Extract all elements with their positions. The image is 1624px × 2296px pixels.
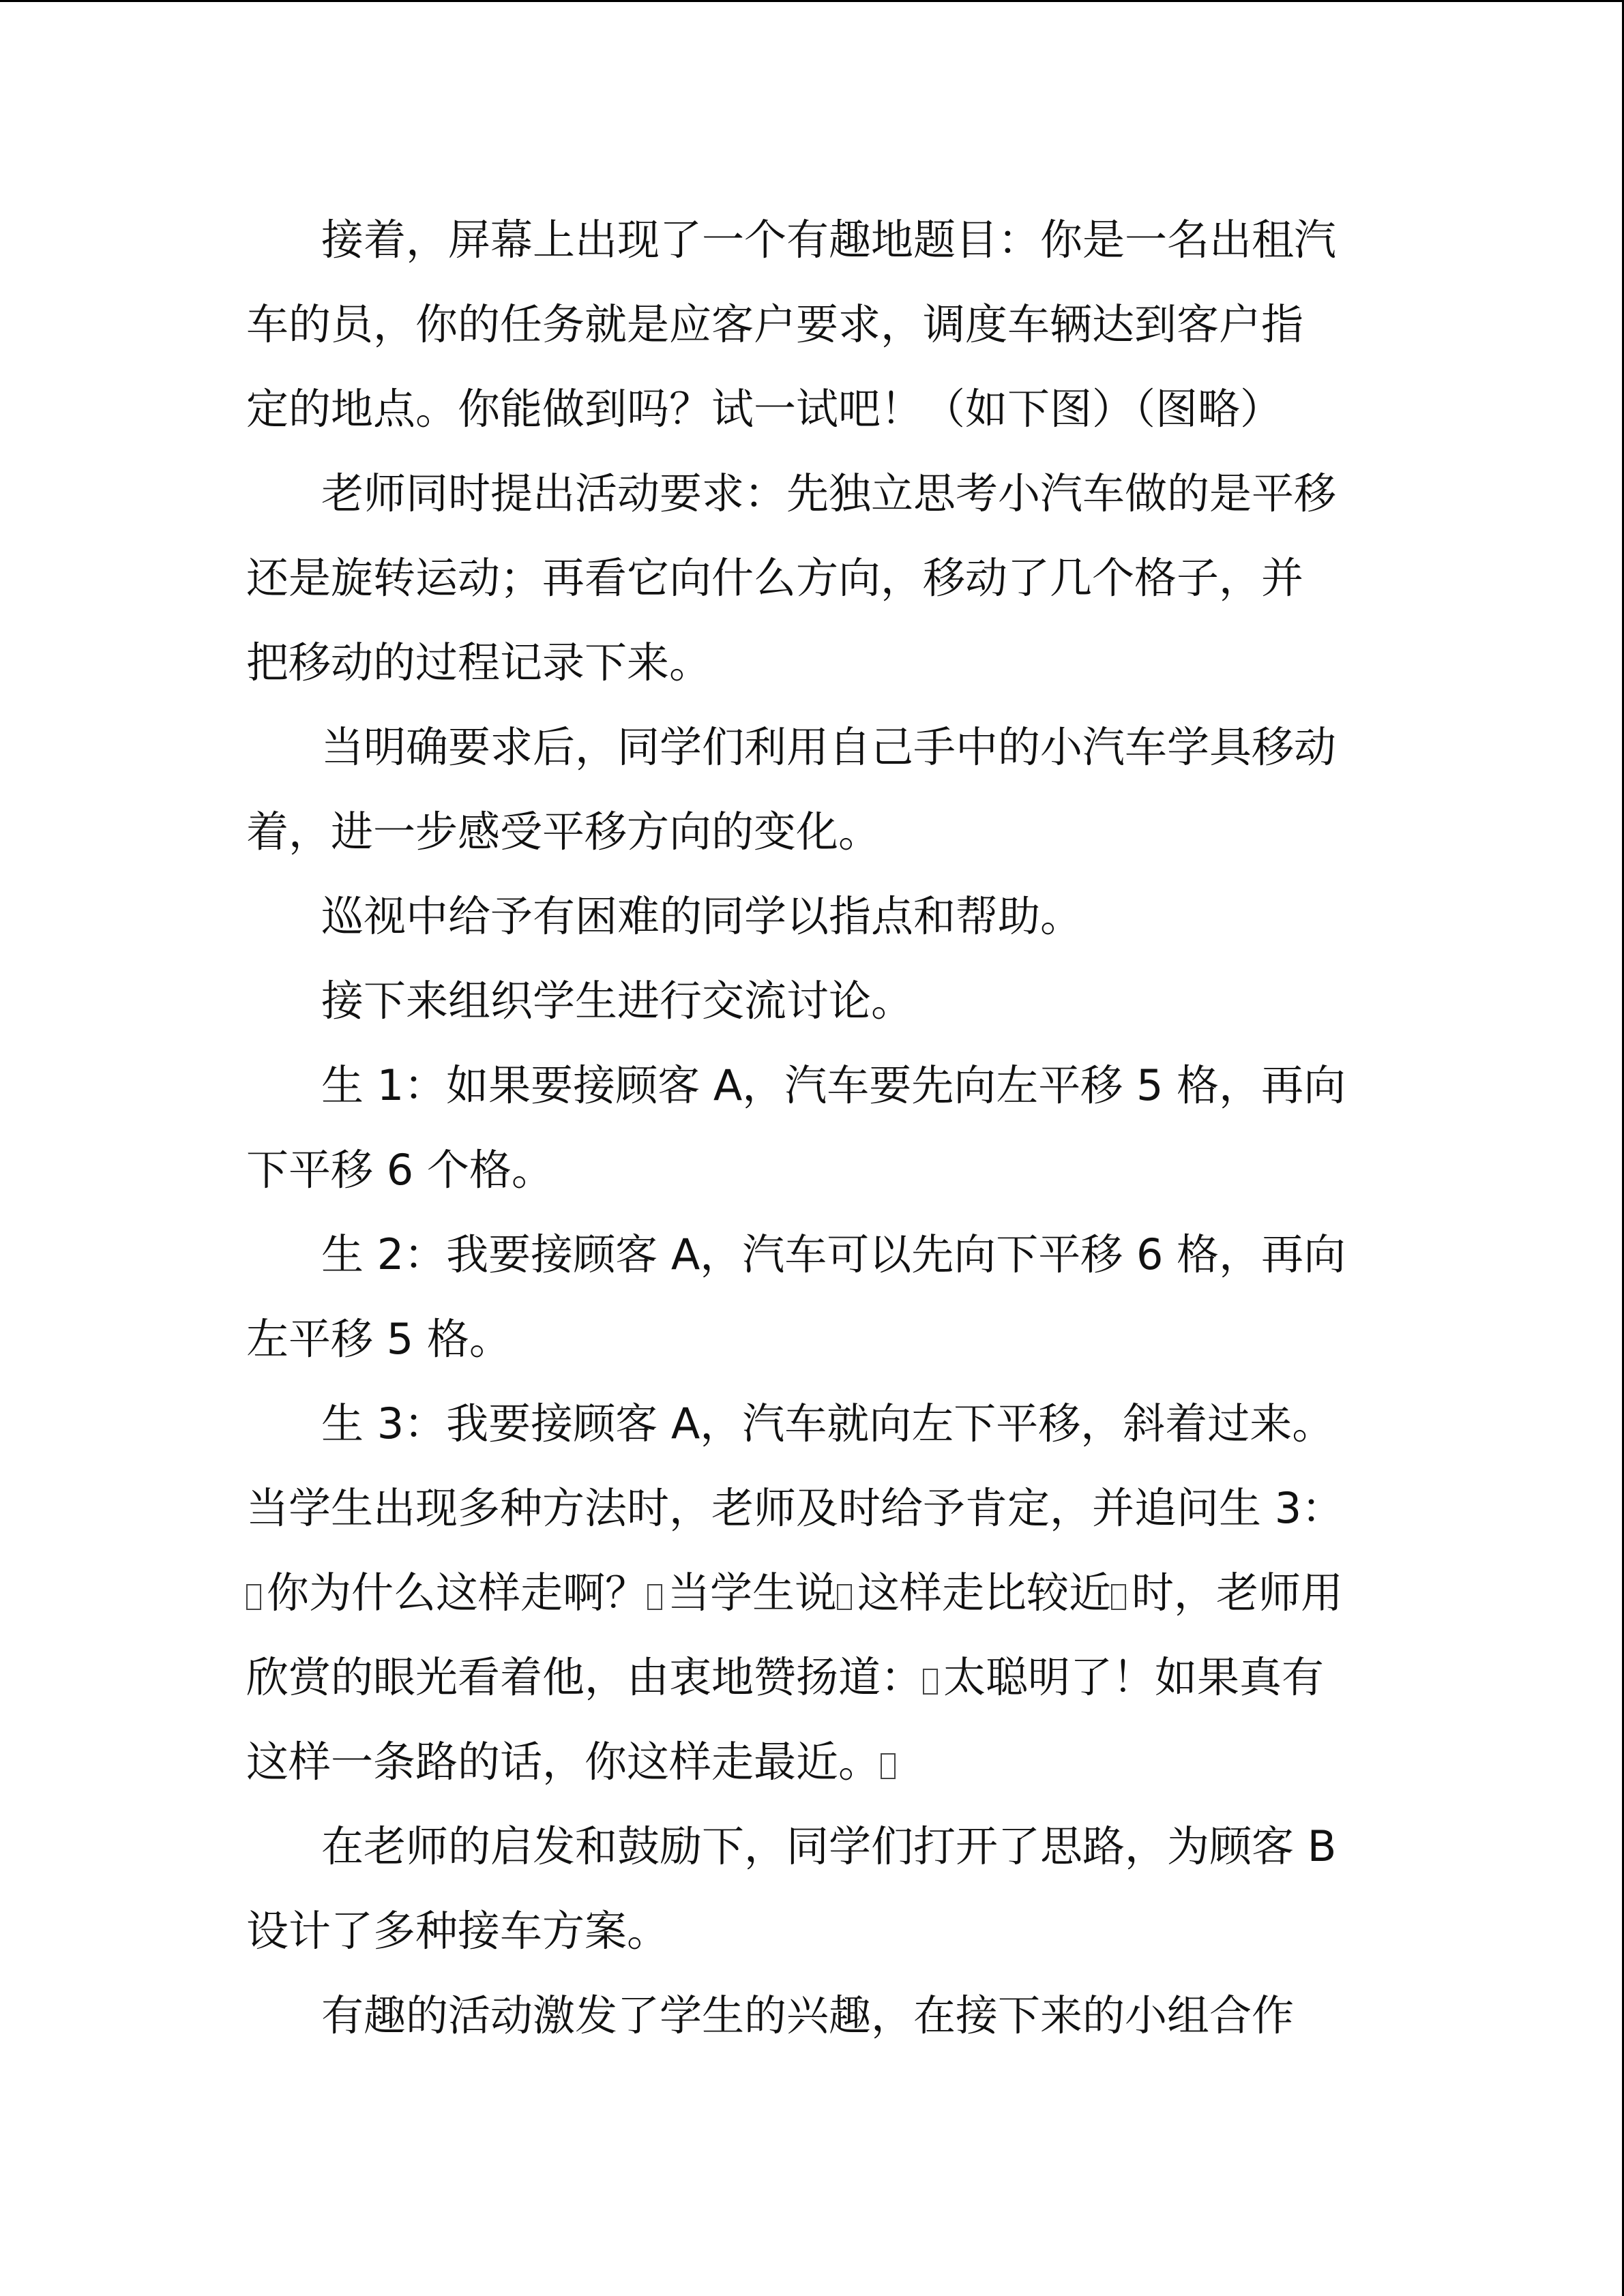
text-span: 欣赏的眼光看着他，由衷地赞扬道：	[246, 1652, 924, 1702]
text-line-with-quote-marks	[246, 1635, 1378, 1720]
text-span: 时，老师用	[1132, 1568, 1344, 1617]
text-line: 接下来组织学生进行交流讨论。	[321, 976, 914, 1026]
text-line: 巡视中给予有困难的同学以指点和帮助。	[321, 891, 1083, 941]
text-span: 这样走比较近	[857, 1568, 1112, 1617]
text-line: 设计了多种接车方案。	[246, 1906, 670, 1956]
missing-glyph-box	[837, 1584, 852, 1610]
text-span: 这样一条路的话，你这样走最近。	[246, 1737, 881, 1787]
text-line: 左平移 5 格。	[246, 1314, 512, 1364]
text-line: 下平移 6 个格。	[246, 1145, 554, 1195]
document-body	[246, 198, 1378, 2058]
text-line-with-quote-marks	[246, 1720, 1378, 1804]
top-border	[0, 0, 1624, 2]
text-line: 当明确要求后，同学们利用自己手中的小汽车学具移动	[321, 722, 1337, 772]
missing-glyph-box	[1111, 1584, 1126, 1610]
text-line: 还是旋转运动；再看它向什么方向，移动了几个格子，并	[246, 553, 1304, 603]
text-line: 当学生出现多种方法时，老师及时给予肯定，并追问生 3：	[246, 1483, 1344, 1533]
text-line-with-quote-marks	[246, 1551, 1378, 1635]
text-line: 生 1：如果要接顾客 A，汽车要先向左平移 5 格，再向	[321, 1060, 1346, 1110]
text-line: 车的员，你的任务就是应客户要求，调度车辆达到客户指	[246, 299, 1304, 349]
text-span: 你为什么这样走啊？	[267, 1568, 648, 1617]
missing-glyph-box	[246, 1584, 261, 1610]
text-line: 接着，屏幕上出现了一个有趣地题目：你是一名出租汽	[321, 215, 1337, 265]
text-span: 太聪明了！如果真有	[943, 1652, 1325, 1702]
text-line: 着，进一步感受平移方向的变化。	[246, 807, 881, 856]
text-line: 在老师的启发和鼓励下，同学们打开了思路，为顾客 B	[321, 1821, 1337, 1871]
text-line: 把移动的过程记录下来。	[246, 638, 712, 687]
text-line: 生 3：我要接顾客 A，汽车就向左下平移，斜着过来。	[321, 1399, 1335, 1448]
text-span: 当学生说	[668, 1568, 838, 1617]
missing-glyph-box	[647, 1584, 662, 1610]
missing-glyph-box	[881, 1753, 896, 1779]
missing-glyph-box	[923, 1669, 938, 1695]
text-line: 生 2：我要接顾客 A，汽车可以先向下平移 6 格，再向	[321, 1229, 1346, 1279]
text-line: 定的地点。你能做到吗？试一试吧！（如下图）（图略）	[246, 384, 1283, 434]
text-line: 有趣的活动激发了学生的兴趣，在接下来的小组合作	[321, 1991, 1295, 2040]
text-line: 老师同时提出活动要求：先独立思考小汽车做的是平移	[321, 468, 1337, 518]
